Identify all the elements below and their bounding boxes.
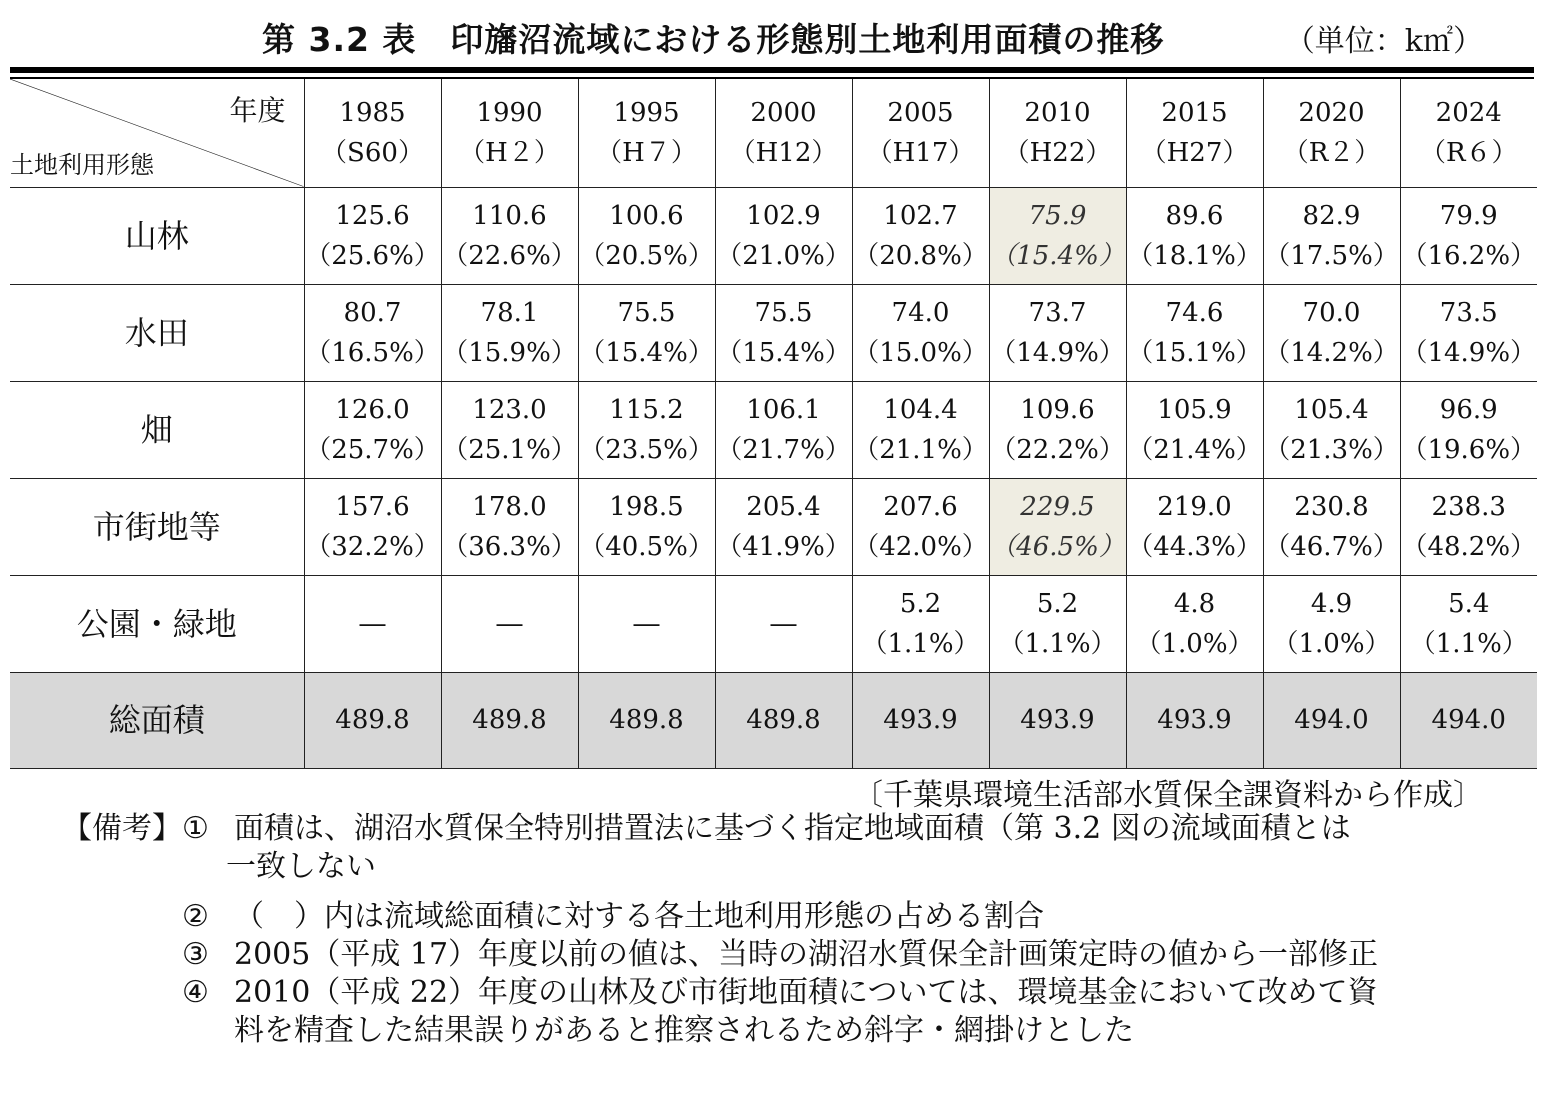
era-label: （S60） [321, 137, 424, 168]
data-cell [715, 575, 852, 672]
corner-landuse-label: 土地利用形態 [10, 150, 154, 179]
area-value: 115.2 [609, 394, 684, 425]
note-continuation: 料を精査した結果誤りがあると推察されるため斜字・網掛けとした [234, 1013, 1134, 1048]
data-cell [304, 575, 441, 672]
era-label: （H27） [1140, 137, 1249, 168]
data-cell [852, 381, 989, 478]
data-cell [1263, 575, 1400, 672]
area-value: 96.9 [1439, 394, 1498, 425]
data-cell [989, 575, 1126, 672]
data-cell [441, 381, 578, 478]
data-cell [989, 187, 1126, 284]
data-cell [1400, 381, 1537, 478]
total-value: 494.0 [1400, 672, 1537, 768]
data-cell [1400, 478, 1537, 575]
data-cell [1126, 284, 1263, 381]
year-header-cell [1400, 79, 1537, 187]
share-percent: （21.1%） [853, 434, 988, 465]
data-cell [715, 478, 852, 575]
area-value: ― [770, 608, 797, 639]
top-rule-thick [10, 67, 1534, 73]
data-cell [852, 284, 989, 381]
share-percent: （18.1%） [1127, 240, 1262, 271]
area-value: 75.5 [754, 297, 813, 328]
share-percent: （1.0%） [1135, 628, 1254, 659]
data-cell [715, 381, 852, 478]
area-value: 105.4 [1294, 394, 1369, 425]
data-cell [1263, 284, 1400, 381]
era-label: （H２） [459, 137, 560, 168]
area-value: 100.6 [609, 200, 684, 231]
year-header-cell [1126, 79, 1263, 187]
year-label: 2010 [1024, 97, 1091, 128]
total-value: 493.9 [1126, 672, 1263, 768]
area-value: ― [496, 608, 523, 639]
notes-heading: 【備考】 [62, 811, 182, 846]
year-label: 2015 [1161, 97, 1228, 128]
area-value: 78.1 [480, 297, 539, 328]
share-percent: （15.9%） [442, 337, 577, 368]
share-percent: （1.1%） [1409, 628, 1528, 659]
year-label: 2024 [1435, 97, 1502, 128]
share-percent: （46.5%） [990, 531, 1125, 562]
data-cell [1400, 284, 1537, 381]
share-percent: （48.2%） [1401, 531, 1537, 562]
corner-header-cell [10, 79, 304, 187]
year-header-cell [852, 79, 989, 187]
data-cell [304, 381, 441, 478]
data-cell [578, 284, 715, 381]
table-row [10, 478, 1537, 575]
table-row [10, 284, 1537, 381]
data-cell [1126, 187, 1263, 284]
share-percent: （25.6%） [305, 240, 440, 271]
area-value: 110.6 [472, 200, 547, 231]
area-value: 126.0 [335, 394, 410, 425]
area-value: 75.5 [617, 297, 676, 328]
area-value: 229.5 [1020, 491, 1095, 522]
data-cell [578, 575, 715, 672]
data-cell [1263, 381, 1400, 478]
data-cell [715, 284, 852, 381]
share-percent: （20.8%） [853, 240, 988, 271]
data-cell [1263, 478, 1400, 575]
area-value: ― [633, 608, 660, 639]
share-percent: （21.7%） [716, 434, 851, 465]
row-label: 公園・緑地 [10, 575, 304, 672]
data-cell [1400, 187, 1537, 284]
era-label: （H17） [866, 137, 975, 168]
share-percent: （23.5%） [579, 434, 714, 465]
note-number: ① [182, 811, 209, 846]
era-label: （H７） [596, 137, 697, 168]
year-header-cell [1263, 79, 1400, 187]
share-percent: （25.7%） [305, 434, 440, 465]
area-value: 5.2 [899, 588, 942, 619]
total-value: 493.9 [852, 672, 989, 768]
area-value: 102.9 [746, 200, 821, 231]
era-label: （H22） [1003, 137, 1112, 168]
table-title-bar [0, 14, 1545, 64]
area-value: 80.7 [343, 297, 402, 328]
note-number: ④ [182, 975, 209, 1010]
area-value: 5.2 [1036, 588, 1079, 619]
year-header-cell [304, 79, 441, 187]
note-text: 面積は、湖沼水質保全特別措置法に基づく指定地域面積（第 3.2 図の流域面積とは [234, 811, 1351, 846]
share-percent: （46.7%） [1264, 531, 1399, 562]
share-percent: （40.5%） [579, 531, 714, 562]
table-row [10, 187, 1537, 284]
share-percent: （44.3%） [1127, 531, 1262, 562]
data-cell [852, 187, 989, 284]
area-value: 198.5 [609, 491, 684, 522]
data-cell [852, 575, 989, 672]
area-value: 79.9 [1439, 200, 1498, 231]
era-label: （R６） [1419, 137, 1518, 168]
share-percent: （14.9%） [1401, 337, 1537, 368]
year-label: 2000 [750, 97, 817, 128]
share-percent: （25.1%） [442, 434, 577, 465]
share-percent: （20.5%） [579, 240, 714, 271]
row-label: 畑 [10, 381, 304, 478]
share-percent: （15.4%） [716, 337, 851, 368]
row-label: 市街地等 [10, 478, 304, 575]
year-label: 1985 [339, 97, 406, 128]
total-label: 総面積 [10, 672, 304, 768]
area-value: 238.3 [1431, 491, 1506, 522]
data-cell [715, 187, 852, 284]
share-percent: （22.6%） [442, 240, 577, 271]
total-value: 494.0 [1263, 672, 1400, 768]
data-cell [441, 187, 578, 284]
area-value: 4.8 [1173, 588, 1216, 619]
header-row [10, 79, 1537, 187]
corner-year-label: 年度 [229, 94, 286, 127]
total-value: 489.8 [441, 672, 578, 768]
data-cell [441, 575, 578, 672]
area-value: 157.6 [335, 491, 410, 522]
share-percent: （15.4%） [579, 337, 714, 368]
share-percent: （16.5%） [305, 337, 440, 368]
note-number: ③ [182, 937, 209, 972]
share-percent: （16.2%） [1401, 240, 1537, 271]
note-text: （ ）内は流域総面積に対する各土地利用形態の占める割合 [234, 899, 1044, 934]
data-cell [1126, 478, 1263, 575]
area-value: 207.6 [883, 491, 958, 522]
data-cell [441, 478, 578, 575]
data-cell [304, 478, 441, 575]
data-cell [989, 284, 1126, 381]
share-percent: （1.1%） [861, 628, 980, 659]
area-value: 73.7 [1028, 297, 1087, 328]
year-label: 1990 [476, 97, 543, 128]
year-label: 2005 [887, 97, 954, 128]
data-cell [989, 478, 1126, 575]
share-percent: （21.0%） [716, 240, 851, 271]
table-row [10, 381, 1537, 478]
data-cell [304, 187, 441, 284]
area-value: 219.0 [1157, 491, 1232, 522]
area-value: 125.6 [335, 200, 410, 231]
data-cell [1126, 381, 1263, 478]
source-note: 〔千葉県環境生活部水質保全課資料から作成〕 [853, 778, 1483, 813]
area-value: 106.1 [746, 394, 821, 425]
year-label: 2020 [1298, 97, 1365, 128]
share-percent: （21.3%） [1264, 434, 1399, 465]
year-header-cell [441, 79, 578, 187]
share-percent: （1.1%） [998, 628, 1117, 659]
area-value: 102.7 [883, 200, 958, 231]
note-text: 2005（平成 17）年度以前の値は、当時の湖沼水質保全計画策定時の値から一部修正 [234, 937, 1379, 972]
year-header-cell [578, 79, 715, 187]
share-percent: （15.1%） [1127, 337, 1262, 368]
share-percent: （19.6%） [1401, 434, 1537, 465]
area-value: 105.9 [1157, 394, 1232, 425]
area-value: 123.0 [472, 394, 547, 425]
share-percent: （21.4%） [1127, 434, 1262, 465]
data-cell [1400, 575, 1537, 672]
area-value: 230.8 [1294, 491, 1369, 522]
data-cell [304, 284, 441, 381]
area-value: 74.6 [1165, 297, 1224, 328]
share-percent: （15.4%） [990, 240, 1125, 271]
share-percent: （14.2%） [1264, 337, 1399, 368]
data-cell [989, 381, 1126, 478]
note-number: ② [182, 899, 209, 934]
area-value: 5.4 [1448, 588, 1490, 619]
data-cell [578, 381, 715, 478]
unit-label: （単位：k㎡） [1284, 24, 1483, 59]
data-cell [1263, 187, 1400, 284]
share-percent: （14.9%） [990, 337, 1125, 368]
land-use-table [10, 79, 1537, 769]
area-value: ― [359, 608, 386, 639]
year-header-cell [715, 79, 852, 187]
share-percent: （42.0%） [853, 531, 988, 562]
area-value: 74.0 [891, 297, 950, 328]
area-value: 104.4 [883, 394, 958, 425]
total-value: 489.8 [578, 672, 715, 768]
share-percent: （32.2%） [305, 531, 440, 562]
note-continuation: 一致しない [226, 849, 376, 884]
area-value: 75.9 [1028, 200, 1087, 231]
area-value: 205.4 [746, 491, 821, 522]
total-value: 493.9 [989, 672, 1126, 768]
data-cell [852, 478, 989, 575]
share-percent: （17.5%） [1264, 240, 1399, 271]
share-percent: （36.3%） [442, 531, 577, 562]
area-value: 4.9 [1310, 588, 1353, 619]
area-value: 82.9 [1302, 200, 1361, 231]
year-header-cell [989, 79, 1126, 187]
share-percent: （1.0%） [1272, 628, 1391, 659]
area-value: 73.5 [1439, 297, 1498, 328]
row-label: 水田 [10, 284, 304, 381]
data-cell [578, 478, 715, 575]
total-value: 489.8 [304, 672, 441, 768]
table-row [10, 575, 1537, 672]
area-value: 178.0 [472, 491, 547, 522]
area-value: 109.6 [1020, 394, 1095, 425]
share-percent: （41.9%） [716, 531, 851, 562]
share-percent: （15.0%） [853, 337, 988, 368]
page-title: 第 3.2 表 印旛沼流域における形態別土地利用面積の推移 [262, 20, 1165, 59]
data-cell [578, 187, 715, 284]
share-percent: （22.2%） [990, 434, 1125, 465]
area-value: 70.0 [1302, 297, 1361, 328]
note-text: 2010（平成 22）年度の山林及び市街地面積については、環境基金において改めて資 [234, 975, 1378, 1010]
row-label: 山林 [10, 187, 304, 284]
total-row [10, 672, 1537, 768]
data-cell [1126, 575, 1263, 672]
data-cell [441, 284, 578, 381]
total-value: 489.8 [715, 672, 852, 768]
year-label: 1995 [613, 97, 680, 128]
era-label: （R２） [1282, 137, 1381, 168]
era-label: （H12） [729, 137, 838, 168]
area-value: 89.6 [1165, 200, 1224, 231]
